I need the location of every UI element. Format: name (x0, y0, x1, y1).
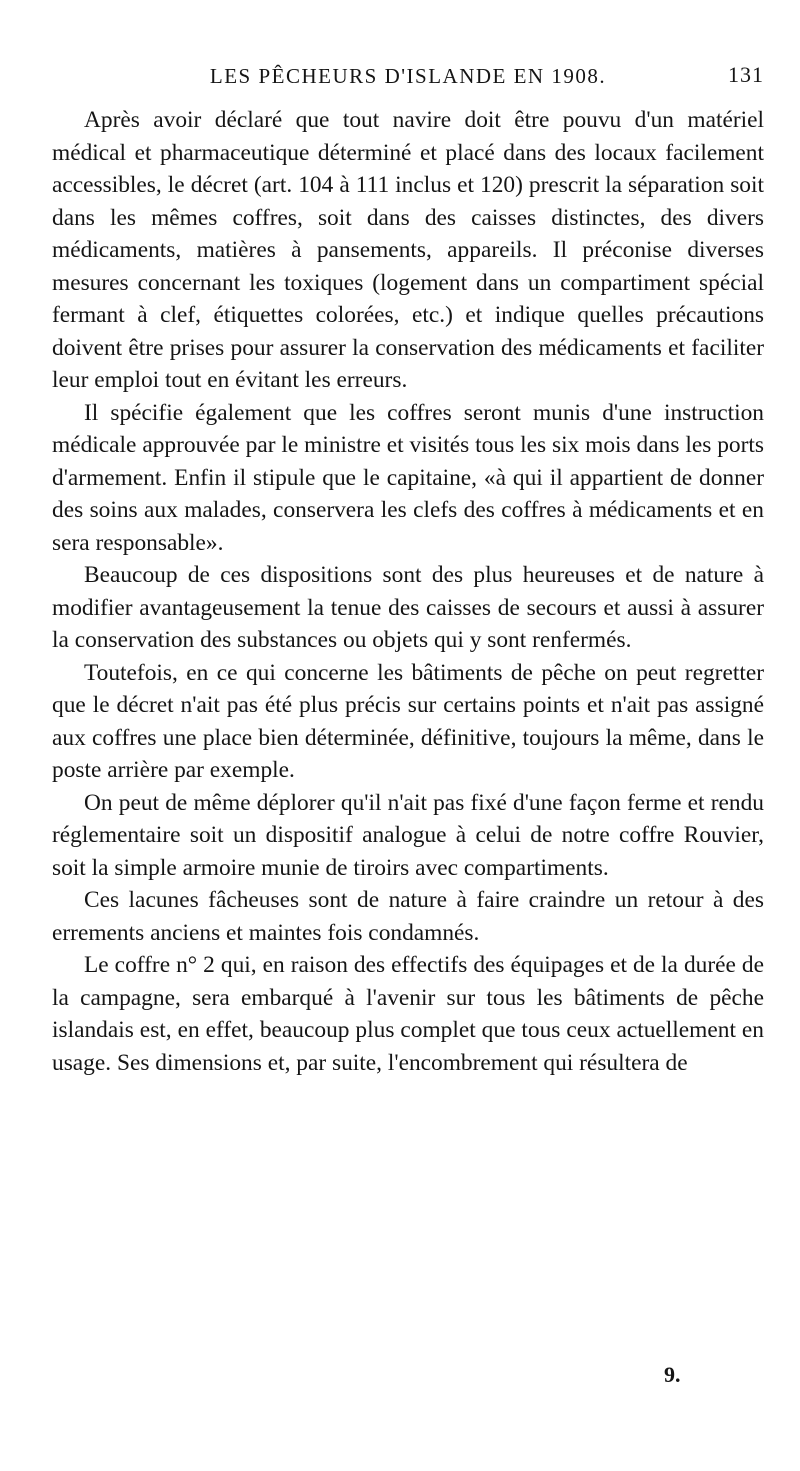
paragraph-2: Il spécifie également que les coffres seront munis d'une instruction médicale approuvée par le ministre et visités tous les six mois dans les ports d'armement. Enfin il stipule que le capitaine, «à qui il appartient de donner des soins aux malades, conservera les clefs des coffres à médicaments et en sera responsable». (52, 399, 764, 556)
body-text (52, 104, 764, 1079)
paragraph-5: On peut de même déplorer qu'il n'ait pas fixé d'une façon ferme et rendu réglementaire soit un dispositif analogue à celui de notre coffre Rouvier, soit la simple armoire munie de tiroirs avec compartiments. (52, 789, 764, 881)
paragraph-4: Toutefois, en ce qui concerne les bâtiments de pêche on peut regretter que le décret n'ait pas été plus précis sur certains points et n'ait pas assigné aux coffres une place bien déterminée, définitive, toujours la même, dans le poste arrière par exemple. (52, 659, 764, 783)
paragraph-6: Ces lacunes fâcheuses sont de nature à faire craindre un retour à des errements anciens et maintes fois condamnés. (52, 887, 764, 946)
running-title: LES PÊCHEURS D'ISLANDE EN 1908. (209, 64, 607, 88)
paragraph-3: Beaucoup de ces dispositions sont des plus heureuses et de nature à modifier avantageusement la tenue des caisses de secours et aussi à assurer la conservation des substances ou objets qui y sont renfermés. (52, 562, 764, 653)
paragraph-1: Après avoir déclaré que tout navire doit être pouvu d'un matériel médical et pharmaceutique déterminé et placé dans des locaux facilement accessibles, le décret (art. 104 à 111 inclus et 120) prescrit la séparation soit dans les mêmes coffres, soit dans des caisses distinctes, des divers médicaments, matières à pansements, appareils. Il préconise diverses mesures concernant les toxiques (logement dans un compartiment spécial fermant à clef, étiquettes colorées, etc.) et indique quelles précautions doivent être prises pour assurer la conservation des médicaments et faciliter leur emploi tout en évitant les erreurs. (52, 107, 764, 393)
running-head (52, 62, 764, 92)
signature-mark: 9. (664, 1362, 681, 1387)
paragraph-7: Le coffre n° 2 qui, en raison des effectifs des équipages et de la durée de la campagne, sera embarqué à l'avenir sur tous les bâtiments de pêche islandais est, en effet, beaucoup plus complet que tous ceux actuellement en usage. Ses dimensions et, par suite, l'encombrement qui résultera de (52, 952, 764, 1076)
page-number: 131 (728, 62, 764, 87)
